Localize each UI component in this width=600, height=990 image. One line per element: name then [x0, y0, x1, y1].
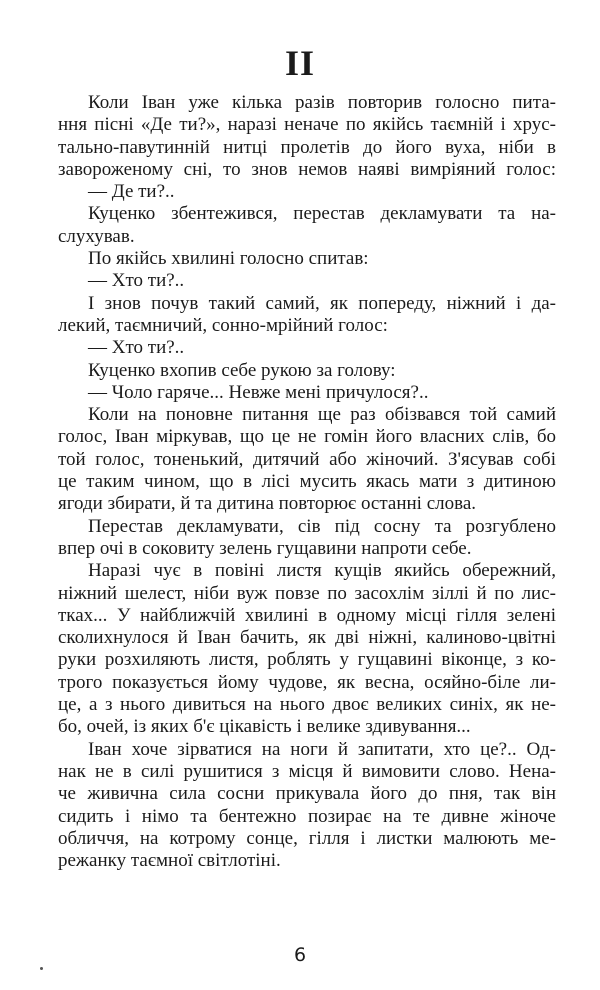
text-line: сколихнулося й Іван бачить, як дві ніжні, калиново-цвітні — [58, 627, 556, 649]
text-line: І знов почув такий самий, як попереду, ніжний і да- — [88, 292, 556, 314]
print-speck — [40, 967, 43, 970]
text-line: тках... У найближчій хвилині в одному місці гілля зелені — [58, 604, 556, 626]
text-line: трого показується йому чудове, як весна, осяйно-біле ли- — [58, 671, 556, 693]
text-line: нак не в силі рушитися з місця й вимовити слово. Нена- — [58, 760, 556, 782]
text-line: ніжний шелест, ніби вуж повзе по засохлім зіллі й по лис- — [58, 582, 556, 604]
chapter-title: II — [284, 43, 316, 83]
text-line: обличчя, на котрому сонце, гілля і листки малюють ме- — [58, 827, 556, 849]
text-line: Перестав декламувати, сів під сосну та розгублено — [88, 515, 556, 537]
text-line: — Хто ти?.. — [88, 270, 185, 292]
text-line: Коли на поновне питання ще раз обізвався той самий — [88, 404, 556, 426]
text-line: Іван хоче зірватися на ноги й запитати, хто це?.. Од- — [88, 738, 556, 760]
text-line: руки розхиляють листя, роблять у гущавині віконце, з ко- — [58, 649, 556, 671]
text-line: ння пісні «Де ти?», наразі неначе по якійсь таємній і хрус- — [58, 114, 556, 136]
text-line: це таким чином, що в лісі мусить якась мати з дитиною — [58, 471, 556, 493]
text-line: — Чоло гаряче... Невже мені причулося?.. — [88, 381, 429, 403]
text-line: лекий, таємничий, сонно-мрійний голос: — [58, 314, 388, 336]
text-line: голос, Іван міркував, що це не гомін його власних слів, бо — [58, 426, 556, 448]
text-line: бо, очей, із яких б'є цікавість і велике здивування... — [58, 716, 471, 738]
text-line: — Хто ти?.. — [88, 337, 185, 359]
text-line: Наразі чує в повіні листя кущів якийсь обережний, — [88, 560, 556, 582]
text-line: Коли Іван уже кілька разів повторив голосно пита- — [88, 92, 556, 113]
text-line: слухував. — [58, 225, 135, 247]
text-line: той голос, тоненький, дитячий або жіночий. З'ясував собі — [58, 448, 556, 470]
text-line: Куценко збентежився, перестав декламувати та на- — [88, 203, 556, 225]
text-line: режанку таємної світлотіні. — [58, 850, 281, 872]
text-line: впер очі в соковиту зелень гущавини напроти себе. — [58, 537, 472, 559]
text-line: По якійсь хвилині голосно спитав: — [88, 248, 369, 270]
text-line: сидить і німо та бентежно позирає на те дивне жіноче — [58, 805, 556, 827]
text-line: ягоди збирати, й та дитина повторює останні слова. — [58, 493, 477, 515]
text-line: тально-павутинній нитці пролетів до його вуха, ніби в — [58, 136, 556, 158]
text-line: — Де ти?.. — [88, 181, 175, 203]
body-text — [58, 92, 556, 872]
text-line: це, а з нього дивиться на нього двоє великих синіх, як не- — [58, 694, 556, 716]
text-line: че живична сила сосни прикувала його до пня, так він — [58, 783, 556, 805]
text-line: завороженому сні, то знов немов наяві вимріяний голос: — [58, 158, 556, 180]
text-line: Куценко вхопив себе рукою за голову: — [88, 359, 396, 381]
page-number: 6 — [293, 944, 307, 966]
